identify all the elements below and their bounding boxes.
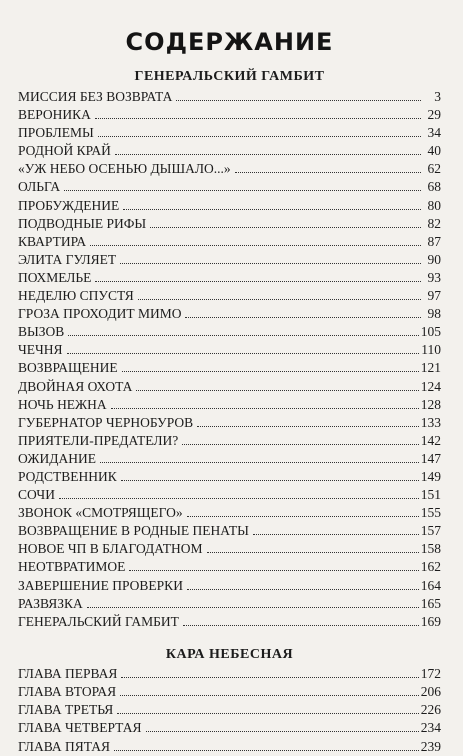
toc-entry [18, 504, 441, 522]
toc-entry-page: 110 [421, 342, 441, 358]
toc-entry-page: 62 [427, 161, 441, 177]
toc-entry [18, 251, 441, 269]
toc-entry-page: 97 [427, 288, 441, 304]
dot-leader [68, 335, 418, 336]
toc-entry-page: 105 [420, 324, 441, 340]
toc-entry-title: ПРИЯТЕЛИ-ПРЕДАТЕЛИ? [18, 432, 179, 448]
toc-entry-page: 149 [420, 468, 441, 484]
toc-entry-title: ЧЕЧНЯ [18, 342, 63, 358]
toc-entry-title: ЭЛИТА ГУЛЯЕТ [18, 251, 117, 267]
dot-leader [253, 534, 419, 535]
toc-entry [18, 738, 441, 756]
section-title: ГЕНЕРАЛЬСКИЙ ГАМБИТ [134, 69, 325, 84]
toc-entry [18, 719, 441, 737]
toc-entry-title: ОЛЬГА [18, 179, 61, 195]
toc-entry [18, 341, 441, 359]
toc-entry-title: ВЫЗОВ [18, 324, 65, 340]
toc-entry-title: РАЗВЯЗКА [18, 595, 83, 611]
dot-leader [98, 136, 421, 137]
dot-leader [121, 480, 419, 481]
toc-entry [18, 233, 441, 251]
toc-entry-page: 40 [427, 143, 441, 159]
toc-entry-page: 155 [420, 505, 441, 521]
dot-leader [235, 172, 421, 173]
toc-entry-title: РОДСТВЕННИК [18, 468, 117, 484]
dot-leader [90, 245, 421, 246]
dot-leader [123, 209, 421, 210]
toc-entry-page: 93 [427, 269, 441, 285]
toc-entry-page: 151 [420, 487, 441, 503]
toc-entry-page: 147 [420, 450, 441, 466]
toc-entry-title: ГЛАВА ЧЕТВЕРТАЯ [18, 720, 142, 736]
toc-entry-page: 164 [420, 577, 441, 593]
toc-entry-page: 162 [420, 559, 441, 575]
dot-leader [182, 444, 419, 445]
toc-entry-page: 90 [427, 251, 441, 267]
toc-entry-page: 169 [420, 613, 441, 629]
toc-entry [18, 486, 441, 504]
toc-entry-title: ЗАВЕРШЕНИЕ ПРОВЕРКИ [18, 577, 183, 593]
toc-entry-title: ГРОЗА ПРОХОДИТ МИМО [18, 306, 182, 322]
toc-entry-page: 234 [420, 720, 441, 736]
toc-entry-title: НОВОЕ ЧП В БЛАГОДАТНОМ [18, 541, 203, 557]
dot-leader [117, 713, 418, 714]
toc-entry-page: 165 [420, 595, 441, 611]
toc-entry [18, 540, 441, 558]
toc-entry-title: ГЛАВА ТРЕТЬЯ [18, 702, 114, 718]
toc-entry-page: 226 [420, 702, 441, 718]
toc-entry-title: ОЖИДАНИЕ [18, 450, 96, 466]
dot-leader [100, 462, 419, 463]
toc-entry-title: НЕДЕЛЮ СПУСТЯ [18, 288, 134, 304]
toc-entry-page: 124 [420, 378, 441, 394]
toc-entry-title: ЗВОНОК «СМОТРЯЩЕГО» [18, 505, 183, 521]
toc-entry [18, 701, 441, 719]
toc-entry [18, 197, 441, 215]
toc-entry-title: МИССИЯ БЕЗ ВОЗВРАТА [18, 89, 173, 104]
dot-leader [87, 607, 419, 608]
dot-leader [59, 498, 419, 499]
toc-entry-title: ГЛАВА ПЕРВАЯ [18, 665, 118, 681]
dot-leader [187, 516, 419, 517]
toc-list [18, 665, 441, 756]
toc-entry [18, 287, 441, 305]
toc-entry-title: ВЕРОНИКА [18, 107, 91, 123]
dot-leader [67, 353, 420, 354]
toc-entry-page: 158 [420, 541, 441, 557]
dot-leader [121, 677, 418, 678]
toc-entry-title: ДВОЙНАЯ ОХОТА [18, 378, 133, 394]
toc-entry [18, 269, 441, 287]
toc-entry-page: 68 [427, 179, 441, 195]
toc-entry-page: 157 [420, 523, 441, 539]
dot-leader [114, 750, 419, 751]
toc-entry [18, 215, 441, 233]
dot-leader [111, 408, 419, 409]
page-title: СОДЕРЖАНИЕ [125, 28, 334, 56]
toc-entry-page: 34 [427, 125, 441, 141]
toc-entry [18, 595, 441, 613]
toc-entry-title: СОЧИ [18, 487, 55, 503]
dot-leader [64, 190, 421, 191]
dot-leader [136, 390, 418, 391]
toc-entry-title: «УЖ НЕБО ОСЕНЬЮ ДЫШАЛО...» [18, 161, 231, 177]
dot-leader [185, 317, 421, 318]
dot-leader [176, 100, 421, 101]
toc-entry-title: НОЧЬ НЕЖНА [18, 396, 107, 412]
toc-entry [18, 378, 441, 396]
toc-entry [18, 160, 441, 178]
dot-leader [183, 625, 419, 626]
toc-entry [18, 432, 441, 450]
dot-leader [120, 695, 419, 696]
dot-leader [95, 281, 421, 282]
toc-entry-page: 133 [420, 414, 441, 430]
toc-entry-title: ГЕНЕРАЛЬСКИЙ ГАМБИТ [18, 613, 179, 629]
toc-entry-page: 239 [420, 738, 441, 754]
dot-leader [115, 154, 421, 155]
dot-leader [95, 118, 421, 119]
toc-entry-title: ГУБЕРНАТОР ЧЕРНОБУРОВ [18, 414, 194, 430]
toc-entry [18, 522, 441, 540]
toc-entry [18, 577, 441, 595]
dot-leader [122, 371, 419, 372]
toc-entry [18, 683, 441, 701]
dot-leader [120, 263, 421, 264]
toc-entry-page: 82 [427, 215, 441, 231]
toc-entry-title: КВАРТИРА [18, 233, 87, 249]
toc-entry [18, 665, 441, 683]
toc-entry [18, 124, 441, 142]
toc-entry-page: 142 [420, 432, 441, 448]
section-title: КАРА НЕБЕСНАЯ [165, 646, 294, 662]
toc-entry [18, 558, 441, 576]
toc-entry-page: 128 [420, 396, 441, 412]
toc-entry-page: 87 [427, 233, 441, 249]
dot-leader [187, 589, 419, 590]
toc-entry-title: ПРОБЛЕМЫ [18, 125, 94, 141]
toc-entry-page: 206 [420, 684, 441, 699]
dot-leader [150, 227, 421, 228]
toc-entry-page: 29 [427, 107, 441, 123]
toc-entry-page: 3 [434, 89, 441, 104]
toc-list [18, 88, 441, 631]
dot-leader [207, 552, 419, 553]
toc-entry-title: ВОЗВРАЩЕНИЕ В РОДНЫЕ ПЕНАТЫ [18, 523, 249, 539]
toc-entry-title: РОДНОЙ КРАЙ [18, 143, 111, 159]
toc-entry-title: НЕОТВРАТИМОЕ [18, 559, 126, 575]
toc-entry [18, 468, 441, 486]
toc-entry-page: 121 [420, 360, 441, 376]
toc-entry-page: 172 [420, 665, 441, 681]
dot-leader [138, 299, 421, 300]
toc-entry [18, 613, 441, 631]
toc-entry-title: ГЛАВА ПЯТАЯ [18, 738, 111, 754]
toc-entry-title: ПОДВОДНЫЕ РИФЫ [18, 215, 147, 231]
toc-entry [18, 414, 441, 432]
toc-entry-page: 80 [427, 197, 441, 213]
toc-entry [18, 396, 441, 414]
toc-entry [18, 450, 441, 468]
toc-entry [18, 178, 441, 196]
toc-entry-title: ПОХМЕЛЬЕ [18, 269, 92, 285]
toc-entry-title: ВОЗВРАЩЕНИЕ [18, 360, 118, 376]
toc-entry [18, 142, 441, 160]
toc-entry [18, 88, 441, 106]
dot-leader [197, 426, 419, 427]
toc-entry [18, 305, 441, 323]
toc-entry [18, 323, 441, 341]
toc-entry-page: 98 [427, 306, 441, 322]
toc-entry [18, 106, 441, 124]
toc-entry [18, 359, 441, 377]
dot-leader [146, 731, 419, 732]
toc-entry-title: ГЛАВА ВТОРАЯ [18, 684, 117, 699]
dot-leader [129, 570, 418, 571]
toc-entry-title: ПРОБУЖДЕНИЕ [18, 197, 120, 213]
